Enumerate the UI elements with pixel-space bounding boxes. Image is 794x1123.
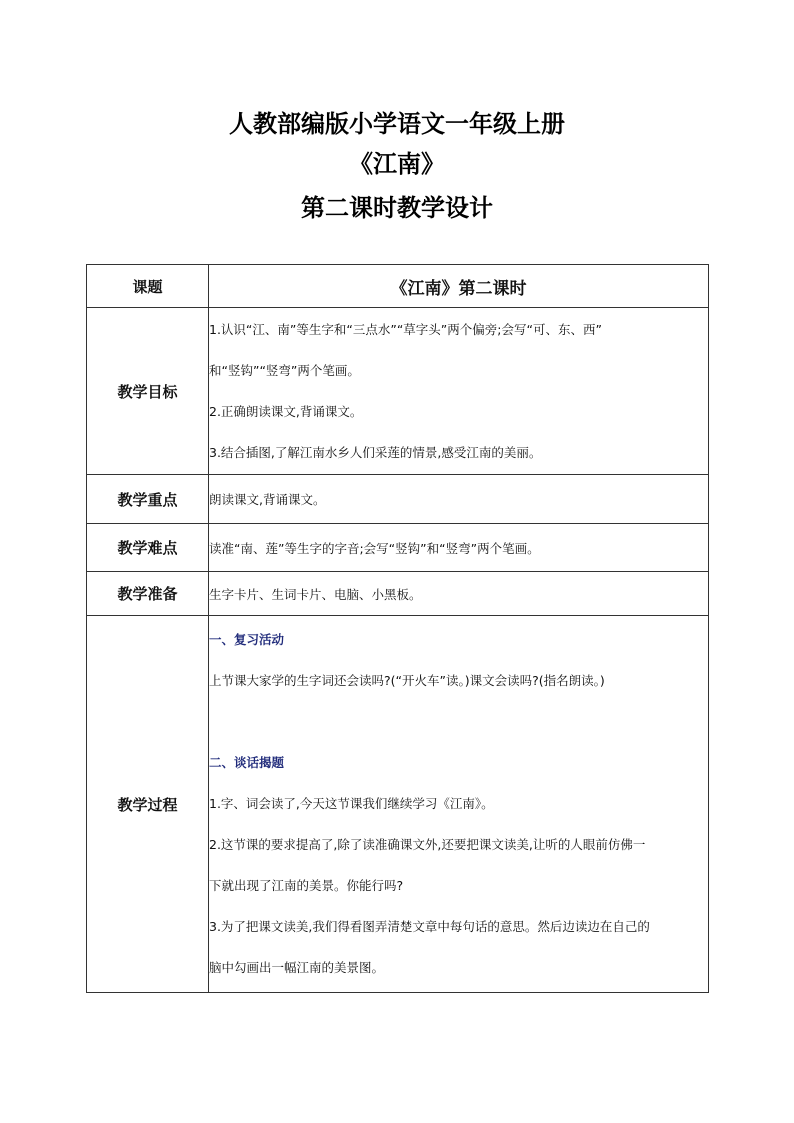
goal-line: 1.认识“江、南”等生字和“三点水”“草字头”两个偏旁;会写“可、东、西” — [209, 321, 602, 337]
goal-line: 3.结合插图,了解江南水乡人们采莲的情景,感受江南的美丽。 — [209, 444, 542, 460]
table-row-topic — [87, 265, 709, 308]
process-line: 1.字、词会读了,今天这节课我们继续学习《江南》。 — [209, 796, 494, 811]
process-cell — [209, 616, 709, 993]
table-row-goals — [87, 308, 709, 475]
table-row-process — [87, 616, 709, 993]
goals-cell — [209, 308, 709, 475]
preparation-value: 生字卡片、生词卡片、电脑、小黑板。 — [209, 572, 709, 616]
topic-label: 课题 — [87, 265, 209, 308]
process-label: 教学过程 — [87, 616, 209, 993]
process-line: 上节课大家学的生字词还会读吗?(“开火车”读。)课文会读吗?(指名朗读。) — [209, 673, 605, 688]
focus-value: 朗读课文,背诵课文。 — [209, 475, 709, 524]
goals-label: 教学目标 — [87, 308, 209, 475]
title-line-3: 第二课时教学设计 — [301, 194, 493, 222]
title-line-1: 人教部编版小学语文一年级上册 — [229, 110, 565, 138]
lesson-plan-table — [86, 264, 709, 993]
goal-line: 和“竖钩”“竖弯”两个笔画。 — [209, 362, 360, 378]
focus-label: 教学重点 — [87, 475, 209, 524]
table-row-preparation — [87, 572, 709, 616]
difficulty-value: 读准“南、莲”等生字的字音;会写“竖钩”和“竖弯”两个笔画。 — [209, 524, 709, 572]
goal-line: 2.正确朗读课文,背诵课文。 — [209, 403, 363, 419]
table-row-focus — [87, 475, 709, 524]
title-line-2: 《江南》 — [349, 150, 445, 178]
process-line: 2.这节课的要求提高了,除了读准确课文外,还要把课文读美,让听的人眼前仿佛一 — [209, 837, 646, 852]
table-row-difficulty — [87, 524, 709, 572]
section-title: 二、谈话揭题 — [209, 755, 285, 770]
process-line: 下就出现了江南的美景。你能行吗? — [209, 878, 404, 893]
process-line: 3.为了把课文读美,我们得看图弄清楚文章中每句话的意思。然后边读边在自己的 — [209, 919, 650, 934]
process-line: 脑中勾画出一幅江南的美景图。 — [209, 960, 385, 975]
preparation-label: 教学准备 — [87, 572, 209, 616]
topic-value: 《江南》第二课时 — [209, 265, 709, 308]
difficulty-label: 教学难点 — [87, 524, 209, 572]
section-title: 一、复习活动 — [209, 632, 285, 647]
